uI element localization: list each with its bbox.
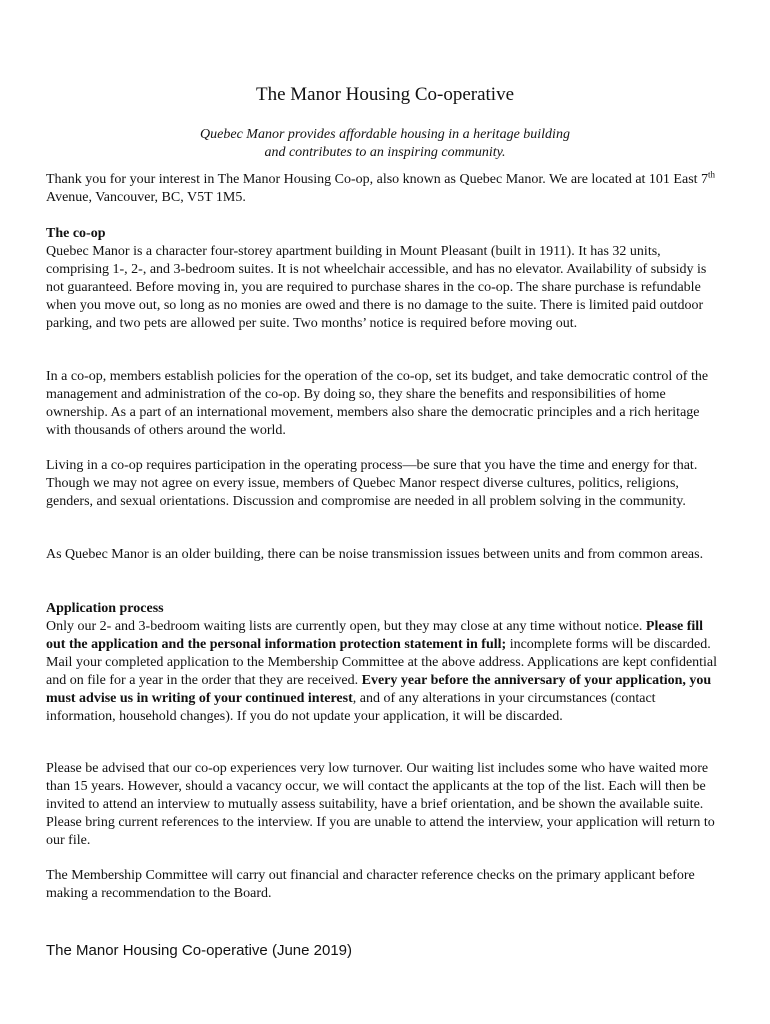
coop-paragraph-4: As Quebec Manor is an older building, there can be noise transmission issues between units and from common areas. — [46, 547, 704, 562]
intro-paragraph — [46, 171, 726, 207]
application-paragraph-3: The Membership Committee will carry out financial and character reference checks on the primary applicant before making a recommendation to the Board. — [46, 868, 695, 901]
document-title: The Manor Housing Co-operative — [255, 84, 515, 105]
page-footer: The Manor Housing Co-operative (June 2019) — [46, 942, 352, 959]
coop-paragraph-3: Living in a co-op requires participation in the operating process—be sure that you have the time and energy for that. Though we may not agree on every issue, members of Quebec Manor respect diverse cultures, politics, religions, genders, and sexual orientations. Discussion and compromise are needed in all problem solving in the community. — [46, 458, 698, 509]
application-text-3: , and of any alterations in your circumstances (contact information, household changes). If you do not update your application, it will be discarded. — [46, 691, 656, 724]
application-paragraph-1 — [46, 618, 726, 726]
section-heading-coop: The co-op — [46, 226, 106, 241]
ordinal-suffix: th — [708, 169, 716, 180]
coop-paragraph-2: In a co-op, members establish policies for the operation of the co-op, set its budget, and take democratic control of the management and administration of the co-op. By doing so, they share the benefits and responsibilities of home ownership. As a part of an international movement, members also share the democratic principles and a rich heritage with thousands of others around the world. — [46, 369, 709, 438]
tagline — [0, 126, 770, 162]
application-section — [46, 600, 726, 726]
tagline-line-1: Quebec Manor provides affordable housing in a heritage building — [200, 127, 570, 142]
application-paragraph-2: Please be advised that our co-op experiences very low turnover. Our waiting list includes some who have waited more than 15 years. However, should a vacancy occur, we will contact the applicants at the top of the list. Each will then be invited to attend an interview to mutually assess suitability, have a brief orientation, and be shown the available suite. Please bring current references to the interview. If you are unable to attend the interview, your application will return to our file. — [46, 761, 715, 848]
coop-paragraph-1: Quebec Manor is a character four-storey apartment building in Mount Pleasant (built in 1911). It has 32 units, comprising 1-, 2-, and 3-bedroom suites. It is not wheelchair accessible, and has no elevator. Availability of subsidy is not guaranteed. Before moving in, you are required to purchase shares in the co-op. The share purchase is refundable when you move out, so long as no monies are owed and there is no damage to the suite. There is limited paid outdoor parking, and two pets are allowed per suite. Two months’ notice is required before moving out. — [46, 244, 707, 331]
application-emphasis-2: Every year before the anniversary of your application, you must advise us in writing of your continued interest — [46, 673, 712, 706]
application-text-1: Only our 2- and 3-bedroom waiting lists are currently open, but they may close at any time without notice. — [46, 619, 646, 634]
intro-text-start: Thank you for your interest in The Manor Housing Co-op, also known as Quebec Manor. We are located at 101 East 7 — [46, 172, 709, 187]
coop-section — [46, 225, 726, 333]
tagline-line-2: and contributes to an inspiring community. — [264, 145, 506, 160]
application-emphasis-1: Please fill out the application and the personal information protection statement in full; — [46, 619, 704, 652]
section-heading-application: Application process — [46, 601, 164, 616]
intro-text-end: Avenue, Vancouver, BC, V5T 1M5. — [46, 190, 246, 205]
application-text-2: incomplete forms will be discarded. Mail your completed application to the Membership Committee at the above address. Applications are kept confidential and on file for a year in the order that they are received. — [46, 637, 718, 688]
